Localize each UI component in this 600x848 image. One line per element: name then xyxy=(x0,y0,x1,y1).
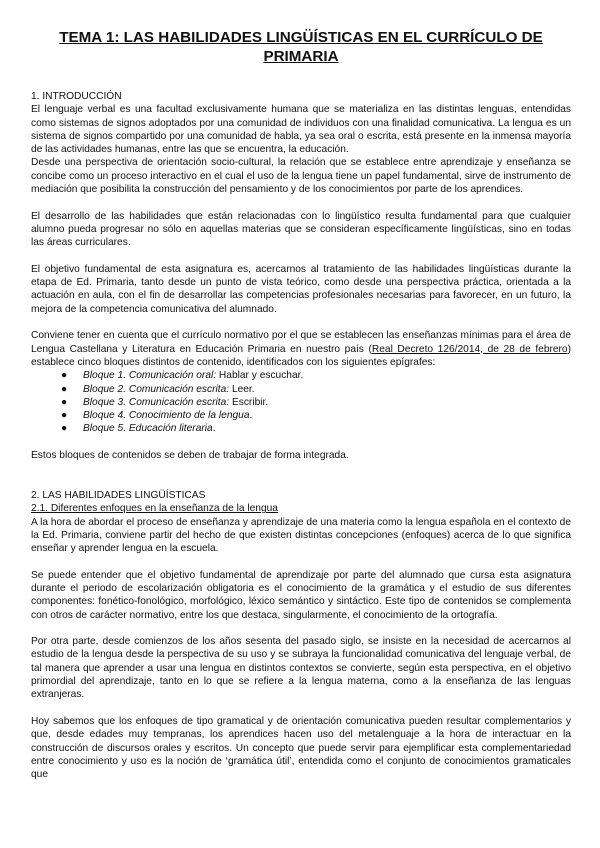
bullet-icon: ● xyxy=(61,370,68,382)
block-name: Bloque 2. Comunicación escrita: xyxy=(83,383,230,395)
list-item xyxy=(61,396,571,409)
section-2-heading: 2. LAS HABILIDADES LINGÜÍSTICAS xyxy=(31,489,206,501)
subsection-heading: 2.1. Diferentes enfoques en la enseñanza de la lengua xyxy=(31,503,278,515)
legal-reference-link[interactable]: Real Decreto 126/2014, de 28 de febrero xyxy=(371,343,568,355)
paragraph: Hoy sabemos que los enfoques de tipo gramatical y de orientación comunicativa pueden resultar complementarios y que, desde edades muy tempranas, los aprendices hacen uso del metalenguaje a la hora de interactuar en la construcción de discursos orales y escritos. Un concepto que puede servir para ejemplificar esta complementariedad entre conocimiento y uso es la noción de ‘gramática útil’, entendida como el conjunto de conocimientos gramaticales que xyxy=(31,715,571,781)
paragraph: A la hora de abordar el proceso de enseñanza y aprendizaje de una materia como la lengua española en el contexto de la Ed. Primaria, conviene partir del hecho de que existen distintas concepciones (enfoques) acerca de lo que significa enseñar y aprender lengua en la escuela. xyxy=(31,516,571,555)
paragraph xyxy=(31,329,571,369)
list-item xyxy=(61,383,571,396)
list-item xyxy=(61,409,571,422)
bullet-icon: ● xyxy=(61,396,68,408)
list-item xyxy=(61,422,571,435)
paragraph: El desarrollo de las habilidades que están relacionadas con lo lingüístico resulta fundamental para que cualquier alumno pueda progresar no sólo en aquellas materias que se consideran específicamente lingüísticas, sino en todas las áreas curriculares. xyxy=(31,210,571,249)
bullet-icon: ● xyxy=(61,383,68,395)
section-1-heading: 1. INTRODUCCIÓN xyxy=(31,91,122,102)
block-name: Bloque 5. Educación literaria xyxy=(83,423,213,435)
block-name: Bloque 1. Comunicación oral: xyxy=(83,370,217,382)
page-title xyxy=(31,28,571,66)
block-desc: Escribir. xyxy=(229,396,269,408)
paragraph: Estos bloques de contenidos se deben de trabajar de forma integrada. xyxy=(31,450,349,462)
block-name: Bloque 4. Conocimiento de la lengua xyxy=(83,410,250,422)
block-desc: Leer. xyxy=(229,383,255,395)
text-run: ) establece cinco bloques distintos de contenido, identificados con los siguientes epígrafes: xyxy=(31,343,572,368)
title-line-2: PRIMARIA xyxy=(263,48,339,65)
paragraph: El objetivo fundamental de esta asignatura es, acercarnos al tratamiento de las habilidades lingüísticas durante la etapa de Ed. Primaria, tanto desde un punto de vista teórico, como desde una perspectiva práctica, orientada a la actuación en aula, con el fin de desarrollar las competencias profesionales necesarias para favorecer, en un futuro, la mejora de la competencia comunicativa del alumnado. xyxy=(31,263,571,315)
list-item xyxy=(61,369,571,382)
block-desc: Hablar y escuchar. xyxy=(216,370,304,382)
content-blocks-list xyxy=(31,369,571,435)
block-desc: . xyxy=(249,410,253,422)
paragraph: El lenguaje verbal es una facultad exclusivamente humana que se materializa en las distintas lenguas, entendidas como sistemas de signos adoptados por una comunidad de individuos con una finalidad comunicativa. La lengua es un sistema de signos compartido por una comunidad de habla, ya sea oral o escrita, está presente en la inmensa mayoría de las actividades humanas, entre las que se encuentra, la educación. xyxy=(31,104,571,156)
bullet-icon: ● xyxy=(61,410,68,422)
paragraph: Se puede entender que el objetivo fundamental de aprendizaje por parte del alumnado que cursa esta asignatura durante el periodo de escolarización obligatoria es el conocimiento de la gramática y el estudio de sus diferentes componentes: fonético-fonológico, morfológico, léxico semántico y sintáctico. Este tipo de contenidos se complementa con otros de carácter normativo, entre los que destaca, singularmente, el conocimiento de la ortografía. xyxy=(31,569,571,621)
title-line-1: TEMA 1: LAS HABILIDADES LINGÜÍSTICAS EN EL CURRÍCULO DE xyxy=(59,29,543,46)
block-name: Bloque 3. Comunicación escrita: xyxy=(83,396,230,408)
block-desc: . xyxy=(212,423,216,435)
document-page xyxy=(31,28,571,781)
text-run: Conviene tener en cuenta que el currículo normativo por el que se establecen las enseñanzas mínimas para el área de Lengua Castellana y Literatura en Educación Primaria en nuestro país ( xyxy=(31,330,571,355)
paragraph: Por otra parte, desde comienzos de los años sesenta del pasado siglo, se insiste en la necesidad de acercarnos al estudio de la lengua desde la perspectiva de su uso y se subraya la funcionalidad comunicativa del lenguaje verbal, de tal manera que aprender a usar una lengua en distintos contextos se convierte, según esta perspectiva, en el objetivo primordial del aprendizaje, tanto en lo que se refiere a la lengua materna, como a la enseñanza de las lenguas extranjeras. xyxy=(31,636,571,701)
paragraph: Desde una perspectiva de orientación socio-cultural, la relación que se establece entre aprendizaje y enseñanza se concibe como un proceso interactivo en el cual el uso de la lengua tiene un papel fundamental, sirve de instrumento de mediación que posibilita la construcción del pensamiento y de los conocimientos por parte de los aprendices. xyxy=(31,157,571,196)
bullet-icon: ● xyxy=(61,423,68,435)
